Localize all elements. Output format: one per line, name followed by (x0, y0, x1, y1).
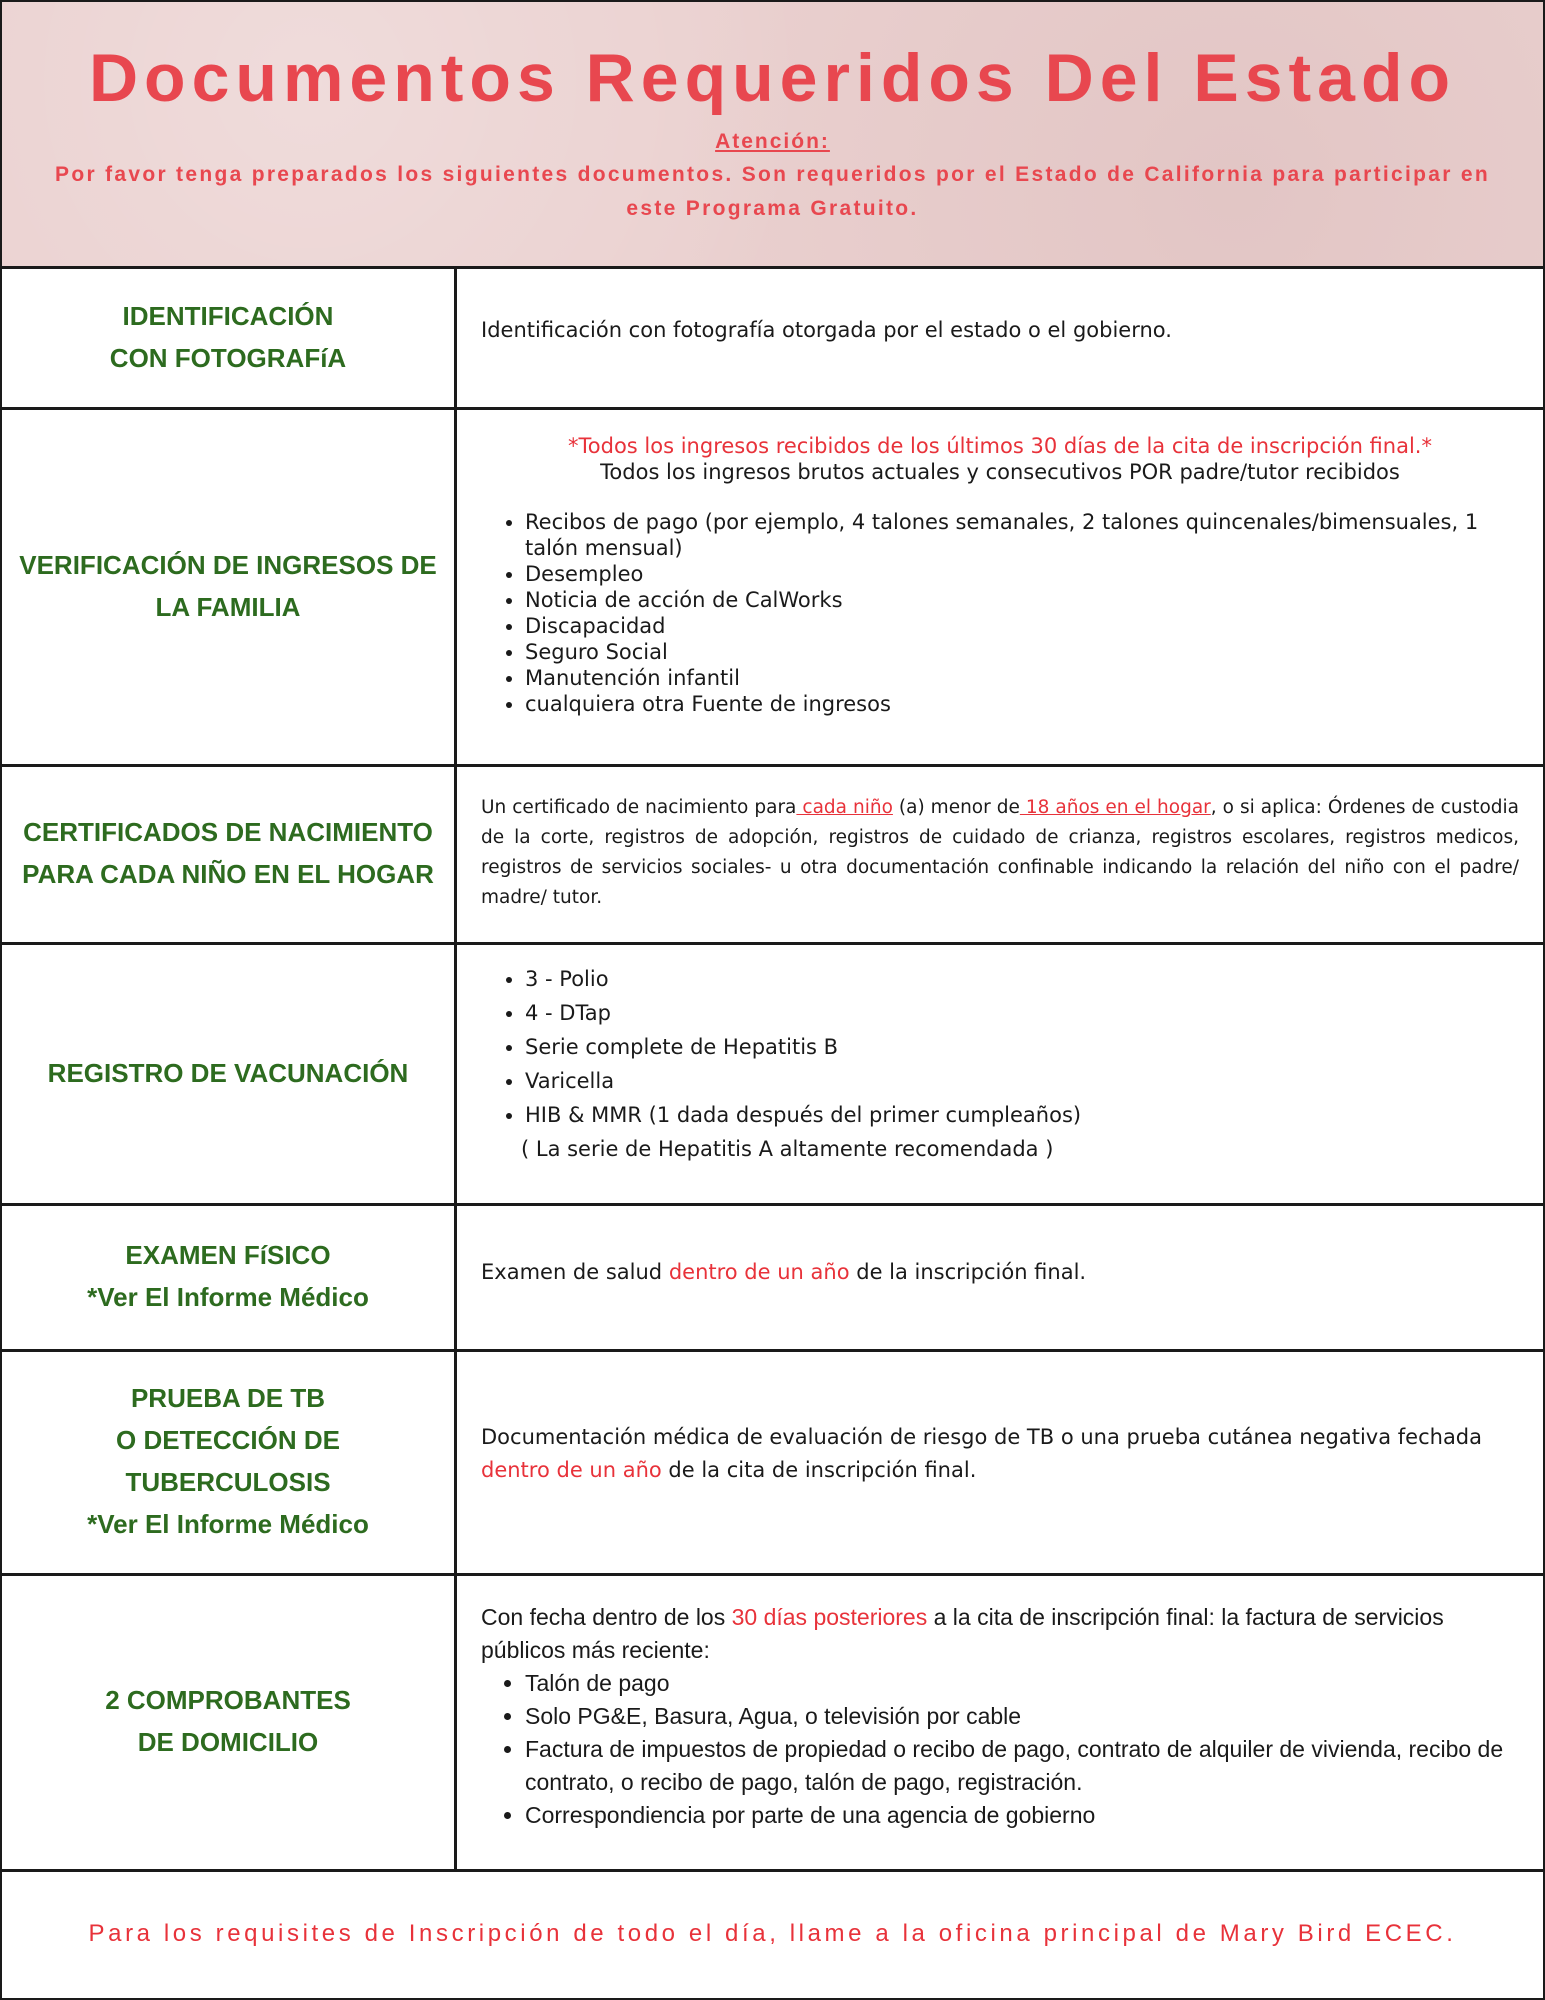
label-line: O DETECCIÓN DE (116, 1425, 340, 1455)
list-item: • Solo PG&E, Basura, Agua, o televisión por cable (525, 1700, 1519, 1733)
label-line: 2 COMPROBANTES (105, 1685, 351, 1715)
row-content (457, 1349, 1543, 1573)
label-line: *Ver El Informe Médico (87, 1282, 369, 1312)
highlight-text: cada niño (796, 797, 893, 818)
income-note: *Todos los ingresos recibidos de los últimos 30 días de la cita de inscripción final.* (568, 434, 1432, 458)
row-content (457, 407, 1543, 764)
row-label (2, 764, 457, 942)
row-proof-of-address (2, 1573, 1543, 1872)
birth-description (481, 793, 1519, 913)
vaccine-note: ( La serie de Hepatitis A altamente recomendada ) (521, 1137, 1054, 1161)
row-label (2, 266, 457, 407)
income-subtitle: Todos los ingresos brutos actuales y consecutivos POR padre/tutor recibidos (600, 460, 1400, 484)
label-line: CERTIFICADOS DE NACIMIENTO (23, 817, 433, 847)
page-title: Documentos Requeridos Del Estado (88, 40, 1457, 116)
text-segment: de la inscripción final. (849, 1260, 1087, 1284)
highlight-text: 30 días posteriores (731, 1603, 928, 1630)
list-item: • Discapacidad (525, 613, 1519, 639)
row-vaccination (2, 942, 1543, 1206)
label-line: PARA CADA NIÑO EN EL HOGAR (22, 859, 434, 889)
intro-text: Por favor tenga preparados los siguientes documentos. Son requeridos por el Estado de California para participar en este Programa Gratuito. (55, 163, 1490, 220)
header-banner (2, 2, 1543, 269)
label-line: *Ver El Informe Médico (87, 1509, 369, 1539)
row-content (457, 764, 1543, 942)
row-content (457, 266, 1543, 407)
list-item: • HIB & MMR (1 dada después del primer cumpleaños) (525, 1098, 1519, 1132)
row-label (2, 407, 457, 764)
exam-description (481, 1260, 1519, 1284)
text-segment: (a) menor de (892, 797, 1020, 818)
tb-description (481, 1421, 1519, 1487)
text-segment: Documentación médica de evaluación de riesgo de TB o una prueba cutánea negativa fechada (481, 1425, 1483, 1449)
label-line: VERIFICACIÓN DE INGRESOS DE (19, 549, 437, 580)
attention-label: Atención: (715, 130, 830, 153)
id-description: Identificación con fotografía otorgada por el estado o el gobierno. (481, 317, 1172, 342)
address-description (481, 1601, 1519, 1667)
row-tb-test (2, 1349, 1543, 1576)
row-birth-certificates (2, 764, 1543, 945)
row-content (457, 1573, 1543, 1869)
text-segment: a la cita de inscripción final: la factura de servicios públicos más reciente: (481, 1603, 1444, 1663)
row-label (2, 1573, 457, 1869)
list-item: • Correspondiencia por parte de una agencia de gobierno (525, 1799, 1519, 1832)
list-item: • Seguro Social (525, 639, 1519, 665)
list-item: • Factura de impuestos de propiedad o recibo de pago, contrato de alquiler de vivienda, recibo de contrato, o recibo de pago, talón de pago, registración. (525, 1733, 1519, 1799)
row-label (2, 1349, 457, 1573)
row-income (2, 407, 1543, 767)
row-content (457, 942, 1543, 1203)
row-label (2, 1203, 457, 1349)
row-identification (2, 266, 1543, 410)
highlight-text: 18 años en el hogar (1019, 797, 1211, 818)
list-item: • Desempleo (525, 561, 1519, 587)
list-item: • Serie complete de Hepatitis B (525, 1030, 1519, 1064)
list-item: • 3 - Polio (525, 962, 1519, 996)
text-segment: Con fecha dentro de los (481, 1603, 732, 1630)
list-item: • Varicella (525, 1064, 1519, 1098)
text-segment: Examen de salud (481, 1260, 669, 1284)
text-segment: de la cita de inscripción final. (661, 1458, 977, 1482)
row-physical-exam (2, 1203, 1543, 1352)
list-item: • Recibos de pago (por ejemplo, 4 talones semanales, 2 talones quincenales/bimensuales, 1 talón mensual) (525, 509, 1519, 561)
label-line: DE DOMICILIO (137, 1727, 319, 1757)
label-line: PRUEBA DE TB (130, 1383, 326, 1413)
address-list (481, 1667, 1519, 1832)
row-content (457, 1203, 1543, 1349)
label-line: TUBERCULOSIS (125, 1467, 331, 1497)
list-item: • Manutención infantil (525, 665, 1519, 691)
list-item: • 4 - DTap (525, 996, 1519, 1030)
row-label (2, 942, 457, 1203)
footer-note: Para los requisites de Inscripción de todo el día, llame a la oficina principal de Mary Bird ECEC. (88, 1919, 1457, 1947)
highlight-text: dentro de un año (481, 1458, 662, 1482)
label-line: CON FOTOGRAFíA (109, 342, 347, 373)
vaccine-list (481, 962, 1519, 1132)
label-line: EXAMEN FíSICO (125, 1240, 331, 1270)
list-item: • cualquiera otra Fuente de ingresos (525, 691, 1519, 717)
highlight-text: dentro de un año (668, 1260, 850, 1284)
text-segment: , o si aplica: Órdenes de custodia de la corte, registros de adopción, registros de cuidado de crianza, registros escolares, registros medicos, registros de servicios sociales- u otra documentación confinable indicando la relación del niño con el padre/ madre/ tutor. (481, 797, 1520, 908)
label-line: REGISTRO DE VACUNACIÓN (47, 1057, 409, 1088)
list-item: • Talón de pago (525, 1667, 1519, 1700)
income-list (481, 509, 1519, 717)
list-item: • Noticia de acción de CalWorks (525, 587, 1519, 613)
label-line: IDENTIFICACIÓN (122, 300, 334, 331)
text-segment: Un certificado de nacimiento para (481, 797, 797, 818)
label-line: LA FAMILIA (155, 591, 301, 622)
